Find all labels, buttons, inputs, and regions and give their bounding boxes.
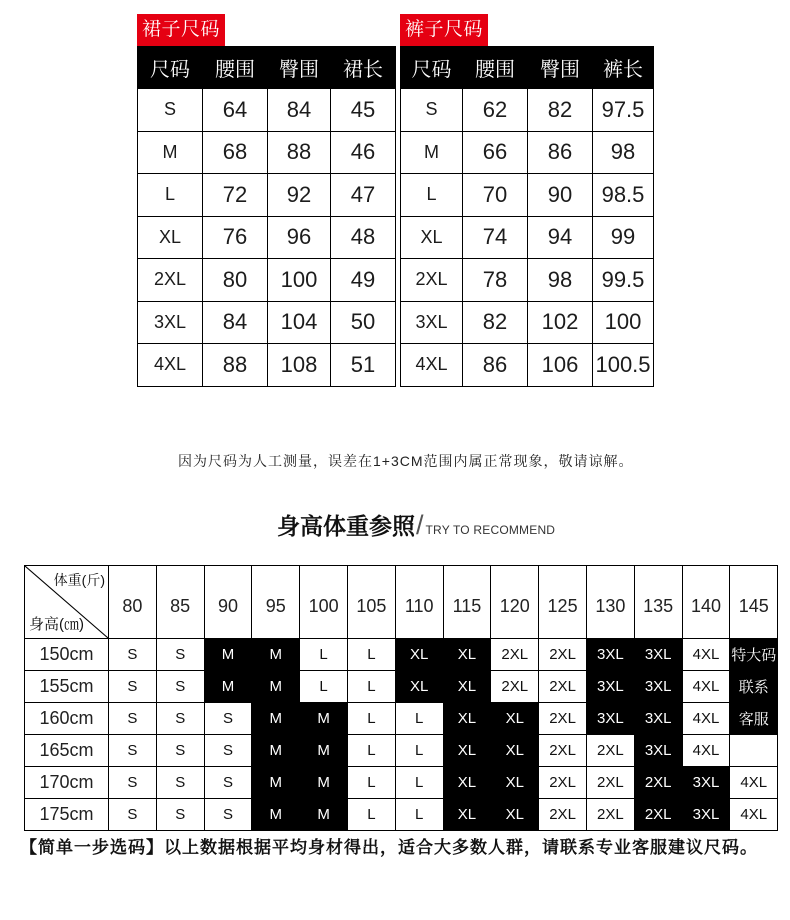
pants-hip-cell: 86 [528, 131, 593, 174]
recommended-size-cell: 2XL [634, 799, 682, 831]
weight-header: 90 [204, 566, 252, 639]
pants-size-row [401, 259, 654, 302]
skirt-waist-cell: 72 [203, 174, 268, 217]
recommended-size-cell: XL [443, 735, 491, 767]
recommended-size-cell: S [156, 703, 204, 735]
pants-waist-cell: 82 [463, 301, 528, 344]
pants-size-label-cell: XL [401, 216, 463, 259]
pants-size-row [401, 301, 654, 344]
recommended-size-cell: 3XL [682, 767, 730, 799]
recommended-size-cell: 3XL [634, 639, 682, 671]
recommended-size-cell: S [109, 735, 157, 767]
pants-length-cell: 100.5 [593, 344, 654, 387]
recommended-size-cell: S [109, 703, 157, 735]
skirt-hip-cell: 88 [268, 131, 331, 174]
skirt-length-cell: 51 [331, 344, 396, 387]
pants-chart-tag: 裤子尺码 [400, 14, 488, 46]
measurement-note: 因为尺码为人工测量，误差在1+3CM范围内属正常现象，敬请谅解。 [178, 453, 634, 469]
recommended-size-cell: 4XL [682, 703, 730, 735]
recommended-size-cell: 2XL [586, 735, 634, 767]
skirt-size-table [137, 46, 396, 387]
weight-header: 135 [634, 566, 682, 639]
recommended-size-cell: XL [491, 767, 539, 799]
footer-tip: 【简单一步选码】以上数据根据平均身材得出，适合大多数人群，请联系专业客服建议尺码。 [20, 838, 758, 857]
skirt-hip-cell: 108 [268, 344, 331, 387]
recommended-size-cell: M [300, 735, 348, 767]
pants-waist-header: 腰围 [463, 47, 528, 89]
skirt-hip-header: 臀围 [268, 47, 331, 89]
recommended-size-cell: 4XL [682, 735, 730, 767]
recommended-size-cell: S [109, 671, 157, 703]
pants-length-cell: 98 [593, 131, 654, 174]
recommended-size-cell: M [252, 703, 300, 735]
pants-size-row [401, 174, 654, 217]
weight-header: 95 [252, 566, 300, 639]
weight-header: 130 [586, 566, 634, 639]
weight-header: 85 [156, 566, 204, 639]
weight-header: 125 [539, 566, 587, 639]
height-axis-label: 身高(㎝) [29, 616, 84, 633]
recommended-size-cell: XL [443, 671, 491, 703]
skirt-size-row [138, 344, 396, 387]
pants-hip-cell: 98 [528, 259, 593, 302]
recommended-size-cell: L [347, 799, 395, 831]
recommended-size-cell: L [395, 799, 443, 831]
recommended-size-cell: 联系 [730, 671, 778, 703]
recommended-size-cell: S [109, 639, 157, 671]
recommended-size-cell: 2XL [539, 703, 587, 735]
height-row [25, 767, 778, 799]
skirt-header-row [138, 47, 396, 89]
reference-subtitle: TRY TO RECOMMEND [425, 523, 556, 537]
pants-size-label-cell: S [401, 89, 463, 132]
recommended-size-cell: L [347, 639, 395, 671]
recommended-size-cell: XL [443, 703, 491, 735]
pants-size-row [401, 89, 654, 132]
recommended-size-cell: L [347, 671, 395, 703]
pants-hip-cell: 94 [528, 216, 593, 259]
recommended-size-cell: 3XL [682, 799, 730, 831]
pants-hip-cell: 82 [528, 89, 593, 132]
height-row [25, 703, 778, 735]
skirt-hip-cell: 100 [268, 259, 331, 302]
weight-header: 145 [730, 566, 778, 639]
skirt-waist-cell: 68 [203, 131, 268, 174]
recommended-size-cell: 2XL [634, 767, 682, 799]
skirt-waist-cell: 84 [203, 301, 268, 344]
pants-size-row [401, 344, 654, 387]
weight-axis-label: 体重(斤) [53, 572, 105, 588]
skirt-length-cell: 45 [331, 89, 396, 132]
recommended-size-cell: L [300, 639, 348, 671]
pants-size-label-cell: 3XL [401, 301, 463, 344]
weight-header-row [25, 566, 778, 639]
skirt-length-cell: 50 [331, 301, 396, 344]
recommended-size-cell: 4XL [730, 799, 778, 831]
skirt-waist-cell: 80 [203, 259, 268, 302]
recommended-size-cell: S [204, 735, 252, 767]
height-label: 150cm [25, 639, 109, 671]
recommended-size-cell: M [252, 735, 300, 767]
recommended-size-cell: S [109, 799, 157, 831]
recommended-size-cell: M [300, 799, 348, 831]
skirt-size-row [138, 216, 396, 259]
weight-header: 120 [491, 566, 539, 639]
skirt-hip-cell: 84 [268, 89, 331, 132]
recommended-size-cell: M [252, 671, 300, 703]
skirt-length-cell: 47 [331, 174, 396, 217]
pants-size-label-cell: 2XL [401, 259, 463, 302]
recommended-size-cell: L [347, 703, 395, 735]
reference-title-text: 身高体重参照 [277, 513, 415, 539]
skirt-size-label-cell: L [138, 174, 203, 217]
recommended-size-cell: S [156, 735, 204, 767]
pants-waist-cell: 86 [463, 344, 528, 387]
skirt-length-cell: 49 [331, 259, 396, 302]
skirt-waist-cell: 76 [203, 216, 268, 259]
recommended-size-cell: 2XL [586, 767, 634, 799]
skirt-length-cell: 48 [331, 216, 396, 259]
recommended-size-cell: 2XL [539, 671, 587, 703]
skirt-chart-tag: 裙子尺码 [137, 14, 225, 46]
recommended-size-cell: 2XL [539, 639, 587, 671]
weight-header: 115 [443, 566, 491, 639]
weight-header: 80 [109, 566, 157, 639]
skirt-length-cell: 46 [331, 131, 396, 174]
recommended-size-cell: S [204, 703, 252, 735]
skirt-size-row [138, 174, 396, 217]
recommended-size-cell: 2XL [539, 799, 587, 831]
pants-length-header: 裤长 [593, 47, 654, 89]
pants-hip-cell: 102 [528, 301, 593, 344]
recommended-size-cell: S [156, 767, 204, 799]
pants-size-row [401, 131, 654, 174]
recommended-size-cell: XL [491, 735, 539, 767]
recommended-size-cell: XL [443, 639, 491, 671]
recommended-size-cell: S [204, 799, 252, 831]
recommended-size-cell: S [204, 767, 252, 799]
pants-length-cell: 97.5 [593, 89, 654, 132]
skirt-hip-cell: 92 [268, 174, 331, 217]
pants-waist-cell: 78 [463, 259, 528, 302]
height-label: 170cm [25, 767, 109, 799]
recommended-size-cell: XL [395, 639, 443, 671]
recommended-size-cell: 4XL [730, 767, 778, 799]
height-label: 165cm [25, 735, 109, 767]
height-row [25, 799, 778, 831]
pants-waist-cell: 66 [463, 131, 528, 174]
recommended-size-cell: XL [491, 799, 539, 831]
skirt-size-label-cell: 2XL [138, 259, 203, 302]
pants-header-row [401, 47, 654, 89]
recommended-size-cell [730, 735, 778, 767]
recommended-size-cell: XL [443, 799, 491, 831]
skirt-size-label-cell: XL [138, 216, 203, 259]
height-row [25, 671, 778, 703]
recommended-size-cell: 4XL [682, 671, 730, 703]
recommended-size-cell: M [204, 639, 252, 671]
weight-header: 100 [300, 566, 348, 639]
skirt-length-header: 裙长 [331, 47, 396, 89]
recommended-size-cell: 客服 [730, 703, 778, 735]
recommended-size-cell: 2XL [491, 639, 539, 671]
skirt-waist-cell: 64 [203, 89, 268, 132]
skirt-size-label-cell: S [138, 89, 203, 132]
recommended-size-cell: M [300, 767, 348, 799]
skirt-size-row [138, 259, 396, 302]
axis-corner-cell [25, 566, 109, 639]
height-row [25, 639, 778, 671]
weight-header: 140 [682, 566, 730, 639]
skirt-size-row [138, 89, 396, 132]
height-weight-table [24, 565, 778, 831]
skirt-size-label-header: 尺码 [138, 47, 203, 89]
recommended-size-cell: L [347, 767, 395, 799]
pants-length-cell: 100 [593, 301, 654, 344]
recommended-size-cell: L [347, 735, 395, 767]
skirt-size-row [138, 131, 396, 174]
skirt-size-label-cell: M [138, 131, 203, 174]
pants-size-label-cell: M [401, 131, 463, 174]
pants-length-cell: 98.5 [593, 174, 654, 217]
recommended-size-cell: 4XL [682, 639, 730, 671]
recommended-size-cell: S [156, 799, 204, 831]
skirt-hip-cell: 104 [268, 301, 331, 344]
recommended-size-cell: M [204, 671, 252, 703]
skirt-waist-cell: 88 [203, 344, 268, 387]
recommended-size-cell: 特大码 [730, 639, 778, 671]
pants-size-chart [400, 14, 654, 387]
recommended-size-cell: M [300, 703, 348, 735]
recommended-size-cell: L [300, 671, 348, 703]
pants-size-row [401, 216, 654, 259]
pants-hip-cell: 106 [528, 344, 593, 387]
recommended-size-cell: 2XL [539, 735, 587, 767]
skirt-size-label-cell: 4XL [138, 344, 203, 387]
recommended-size-cell: XL [443, 767, 491, 799]
recommended-size-cell: 2XL [491, 671, 539, 703]
reference-title [277, 508, 555, 541]
recommended-size-cell: 3XL [586, 671, 634, 703]
pants-waist-cell: 74 [463, 216, 528, 259]
recommended-size-cell: L [395, 703, 443, 735]
recommended-size-cell: S [156, 671, 204, 703]
recommended-size-cell: 2XL [586, 799, 634, 831]
recommended-size-cell: 3XL [634, 703, 682, 735]
pants-waist-cell: 62 [463, 89, 528, 132]
skirt-waist-header: 腰围 [203, 47, 268, 89]
skirt-size-chart [137, 14, 396, 387]
recommended-size-cell: 3XL [634, 671, 682, 703]
pants-length-cell: 99.5 [593, 259, 654, 302]
title-separator: / [416, 510, 424, 540]
recommended-size-cell: 3XL [586, 703, 634, 735]
height-label: 175cm [25, 799, 109, 831]
skirt-size-label-cell: 3XL [138, 301, 203, 344]
height-row [25, 735, 778, 767]
pants-hip-header: 臀围 [528, 47, 593, 89]
recommended-size-cell: 2XL [539, 767, 587, 799]
weight-header: 105 [347, 566, 395, 639]
height-label: 155cm [25, 671, 109, 703]
weight-header: 110 [395, 566, 443, 639]
recommended-size-cell: L [395, 767, 443, 799]
skirt-size-row [138, 301, 396, 344]
pants-size-table [400, 46, 654, 387]
recommended-size-cell: XL [491, 703, 539, 735]
recommended-size-cell: S [109, 767, 157, 799]
height-label: 160cm [25, 703, 109, 735]
skirt-hip-cell: 96 [268, 216, 331, 259]
pants-size-label-cell: 4XL [401, 344, 463, 387]
recommended-size-cell: 3XL [586, 639, 634, 671]
recommended-size-cell: L [395, 735, 443, 767]
recommended-size-cell: XL [395, 671, 443, 703]
recommended-size-cell: M [252, 639, 300, 671]
recommended-size-cell: 3XL [634, 735, 682, 767]
recommended-size-cell: M [252, 767, 300, 799]
pants-size-label-header: 尺码 [401, 47, 463, 89]
pants-length-cell: 99 [593, 216, 654, 259]
recommended-size-cell: S [156, 639, 204, 671]
pants-waist-cell: 70 [463, 174, 528, 217]
pants-size-label-cell: L [401, 174, 463, 217]
pants-hip-cell: 90 [528, 174, 593, 217]
recommended-size-cell: M [252, 799, 300, 831]
